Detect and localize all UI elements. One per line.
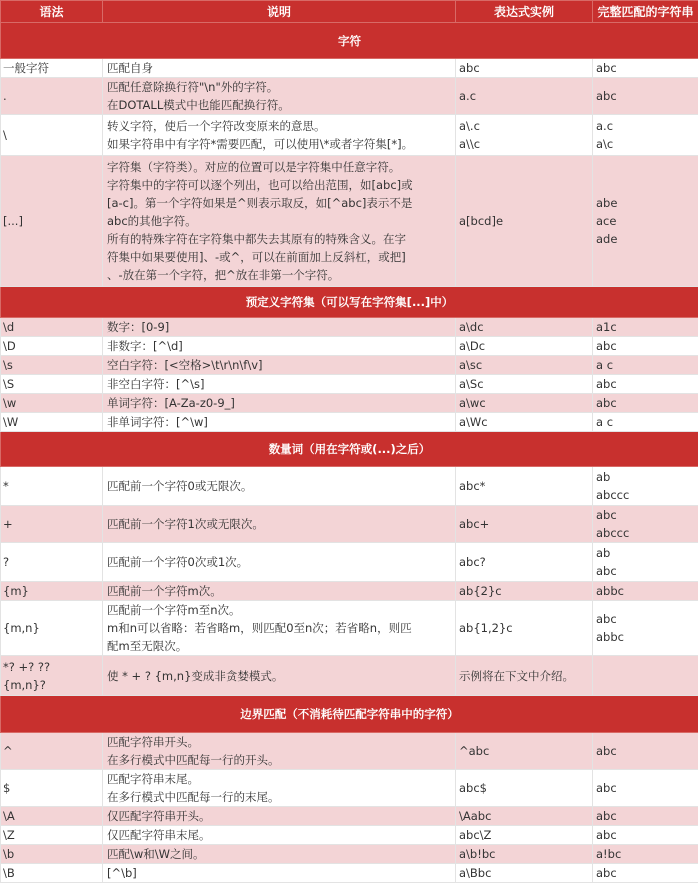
description-cell [103, 394, 456, 413]
full-match-cell [593, 78, 698, 115]
cell-line: 非数字：[^\d] [107, 337, 453, 355]
example-cell [456, 864, 593, 883]
cell-line: 匹配字符串开头。 [107, 733, 453, 751]
full-match-cell [593, 506, 698, 543]
cell-line: 匹配自身 [107, 59, 453, 77]
example-cell [456, 506, 593, 543]
description-cell [103, 78, 456, 115]
cell-line: \Aabc [459, 807, 590, 825]
example-cell [456, 601, 593, 656]
cell-line: a\.c [459, 117, 590, 135]
syntax-cell [1, 864, 103, 883]
section-header-row [1, 287, 698, 318]
cell-line: abc [596, 826, 696, 844]
syntax-cell [1, 506, 103, 543]
full-match-cell [593, 807, 698, 826]
description-cell [103, 601, 456, 656]
cell-line: a c [596, 356, 696, 374]
full-match-cell [593, 156, 698, 287]
cell-line: m和n可以省略：若省略m，则匹配0至n次；若省略n，则匹 [107, 619, 453, 637]
header-full-match: 完整匹配的字符串 [593, 1, 698, 23]
description-cell [103, 413, 456, 432]
full-match-cell [593, 375, 698, 394]
syntax-cell [1, 78, 103, 115]
header-example: 表达式实例 [456, 1, 593, 23]
cell-line: abc [596, 864, 696, 882]
syntax-cell [1, 845, 103, 864]
cell-line: {m} [3, 582, 100, 600]
cell-line: 匹配前一个字符0或无限次。 [107, 477, 453, 495]
cell-line: a c [596, 413, 696, 431]
cell-line: 单词字符：[A-Za-z0-9_] [107, 394, 453, 412]
example-cell [456, 394, 593, 413]
description-cell [103, 845, 456, 864]
cell-line: abc [596, 506, 696, 524]
table-row [1, 356, 698, 375]
cell-line: abc [596, 394, 696, 412]
cell-line: a.c [596, 117, 696, 135]
section-title: 预定义字符集（可以写在字符集[...]中） [1, 287, 698, 318]
cell-line: a\wc [459, 394, 590, 412]
cell-line: ab [596, 544, 696, 562]
description-cell [103, 506, 456, 543]
cell-line: \d [3, 318, 100, 336]
table-row [1, 845, 698, 864]
cell-line: 匹配前一个字符m次。 [107, 582, 453, 600]
table-row [1, 318, 698, 337]
full-match-cell [593, 543, 698, 582]
cell-line: abc [596, 375, 696, 393]
description-cell [103, 115, 456, 156]
table-row [1, 375, 698, 394]
cell-line: 字符集（字符类）。对应的位置可以是字符集中任意字符。 [107, 158, 453, 176]
syntax-cell [1, 770, 103, 807]
example-cell [456, 413, 593, 432]
cell-line: 字符集中的字符可以逐个列出，也可以给出范围，如[abc]或 [107, 176, 453, 194]
description-cell [103, 864, 456, 883]
table-row [1, 582, 698, 601]
cell-line: abc [596, 779, 696, 797]
cell-line: abc [596, 59, 696, 77]
cell-line: \B [3, 864, 100, 882]
cell-line: abc+ [459, 515, 590, 533]
cell-line: 匹配\w和\W之间。 [107, 845, 453, 863]
example-cell [456, 582, 593, 601]
cell-line: ab{1,2}c [459, 619, 590, 637]
example-cell [456, 356, 593, 375]
full-match-cell [593, 582, 698, 601]
syntax-cell [1, 115, 103, 156]
cell-line: 非单词字符：[^\w] [107, 413, 453, 431]
description-cell [103, 733, 456, 770]
example-cell [456, 807, 593, 826]
cell-line: 匹配前一个字符0次或1次。 [107, 553, 453, 571]
cell-line: $ [3, 779, 100, 797]
description-cell [103, 337, 456, 356]
description-cell [103, 59, 456, 78]
cell-line: {m,n} [3, 619, 100, 637]
example-cell [456, 656, 593, 696]
cell-line: \s [3, 356, 100, 374]
cell-line: a[bcd]e [459, 212, 590, 230]
full-match-cell [593, 356, 698, 375]
cell-line: 仅匹配字符串末尾。 [107, 826, 453, 844]
cell-line: 、-放在第一个字符，把^放在非第一个字符。 [107, 266, 453, 284]
cell-line: + [3, 515, 100, 533]
cell-line: \ [3, 126, 100, 144]
syntax-cell [1, 543, 103, 582]
syntax-cell [1, 582, 103, 601]
cell-line: [^\b] [107, 864, 453, 882]
syntax-cell [1, 156, 103, 287]
cell-line: abc [596, 87, 696, 105]
description-cell [103, 543, 456, 582]
cell-line: ^ [3, 742, 100, 760]
description-cell [103, 318, 456, 337]
description-cell [103, 467, 456, 506]
example-cell [456, 770, 593, 807]
cell-line: abbc [596, 582, 696, 600]
syntax-cell [1, 733, 103, 770]
syntax-cell [1, 826, 103, 845]
cell-line: \b [3, 845, 100, 863]
syntax-cell [1, 413, 103, 432]
cell-line: 所有的特殊字符在字符集中都失去其原有的特殊含义。在字 [107, 230, 453, 248]
full-match-cell [593, 656, 698, 696]
description-cell [103, 770, 456, 807]
cell-line: abc [596, 337, 696, 355]
syntax-cell [1, 356, 103, 375]
cell-line: abc? [459, 553, 590, 571]
cell-line: 匹配前一个字符m至n次。 [107, 601, 453, 619]
cell-line: 在多行模式中匹配每一行的开头。 [107, 751, 453, 769]
cell-line: 符集中如果要使用]、-或^，可以在前面加上反斜杠，或把] [107, 248, 453, 266]
full-match-cell [593, 845, 698, 864]
full-match-cell [593, 864, 698, 883]
table-row [1, 864, 698, 883]
section-title: 边界匹配（不消耗待匹配字符串中的字符） [1, 696, 698, 733]
example-cell [456, 318, 593, 337]
header-row [1, 1, 698, 23]
cell-line: a\Bbc [459, 864, 590, 882]
table-row [1, 115, 698, 156]
cell-line: [a-c]。第一个字符如果是^则表示取反，如[^abc]表示不是 [107, 194, 453, 212]
cell-line: 如果字符串中有字符*需要匹配，可以使用\*或者字符集[*]。 [107, 135, 453, 153]
table-row [1, 506, 698, 543]
cell-line: abc [596, 742, 696, 760]
cell-line: a\c [596, 135, 696, 153]
example-cell [456, 467, 593, 506]
syntax-cell [1, 394, 103, 413]
example-cell [456, 78, 593, 115]
full-match-cell [593, 59, 698, 78]
example-cell [456, 543, 593, 582]
description-cell [103, 807, 456, 826]
full-match-cell [593, 115, 698, 156]
cell-line: 非空白字符：[^\s] [107, 375, 453, 393]
table-row [1, 413, 698, 432]
full-match-cell [593, 467, 698, 506]
cell-line: abc [459, 59, 590, 77]
full-match-cell [593, 770, 698, 807]
syntax-cell [1, 601, 103, 656]
cell-line: abc\Z [459, 826, 590, 844]
syntax-cell [1, 807, 103, 826]
cell-line: a.c [459, 87, 590, 105]
table-row [1, 601, 698, 656]
example-cell [456, 156, 593, 287]
full-match-cell [593, 318, 698, 337]
table-row [1, 807, 698, 826]
cell-line: a\Dc [459, 337, 590, 355]
cell-line: ab [596, 468, 696, 486]
cell-line: \A [3, 807, 100, 825]
cell-line: ? [3, 553, 100, 571]
table-row [1, 78, 698, 115]
description-cell [103, 156, 456, 287]
cell-line: abe [596, 194, 696, 212]
cell-line: 转义字符，使后一个字符改变原来的意思。 [107, 117, 453, 135]
full-match-cell [593, 733, 698, 770]
section-header-row [1, 23, 698, 59]
cell-line: a\Wc [459, 413, 590, 431]
cell-line: ade [596, 230, 696, 248]
section-title: 字符 [1, 23, 698, 59]
table-row [1, 543, 698, 582]
cell-line: a\Sc [459, 375, 590, 393]
section-title: 数量词（用在字符或(...)之后） [1, 432, 698, 467]
description-cell [103, 582, 456, 601]
cell-line: . [3, 87, 100, 105]
cell-line: abc [596, 610, 696, 628]
description-cell [103, 656, 456, 696]
table-row [1, 394, 698, 413]
description-cell [103, 826, 456, 845]
table-row [1, 770, 698, 807]
description-cell [103, 375, 456, 394]
syntax-cell [1, 337, 103, 356]
cell-line: 在DOTALL模式中也能匹配换行符。 [107, 96, 453, 114]
cell-line: abc的其他字符。 [107, 212, 453, 230]
cell-line: \S [3, 375, 100, 393]
section-header-row [1, 432, 698, 467]
full-match-cell [593, 337, 698, 356]
cell-line: \Z [3, 826, 100, 844]
cell-line: 匹配字符串末尾。 [107, 770, 453, 788]
cell-line: abbc [596, 628, 696, 646]
table-row [1, 59, 698, 78]
table-row [1, 733, 698, 770]
cell-line: *? +? ?? [3, 658, 100, 676]
example-cell [456, 115, 593, 156]
header-syntax: 语法 [1, 1, 103, 23]
cell-line: abccc [596, 486, 696, 504]
full-match-cell [593, 394, 698, 413]
header-description: 说明 [103, 1, 456, 23]
cell-line: 使 * + ? {m,n}变成非贪婪模式。 [107, 667, 453, 685]
example-cell [456, 337, 593, 356]
cell-line: abc* [459, 477, 590, 495]
example-cell [456, 59, 593, 78]
syntax-cell [1, 375, 103, 394]
example-cell [456, 826, 593, 845]
cell-line: 一般字符 [3, 59, 100, 77]
table-row [1, 826, 698, 845]
table-body [1, 23, 698, 883]
syntax-cell [1, 467, 103, 506]
cell-line: 在多行模式中匹配每一行的末尾。 [107, 788, 453, 806]
cell-line: ^abc [459, 742, 590, 760]
cell-line: abc$ [459, 779, 590, 797]
section-header-row [1, 696, 698, 733]
cell-line: \D [3, 337, 100, 355]
table-row [1, 656, 698, 696]
cell-line: a\\c [459, 135, 590, 153]
table-row [1, 156, 698, 287]
cell-line: 示例将在下文中介绍。 [459, 667, 590, 685]
cell-line: 匹配前一个字符1次或无限次。 [107, 515, 453, 533]
cell-line: 匹配任意除换行符"\n"外的字符。 [107, 78, 453, 96]
syntax-cell [1, 656, 103, 696]
cell-line: ab{2}c [459, 582, 590, 600]
cell-line: 配m至无限次。 [107, 637, 453, 655]
table-row [1, 467, 698, 506]
full-match-cell [593, 826, 698, 845]
cell-line: abccc [596, 524, 696, 542]
table-row [1, 337, 698, 356]
example-cell [456, 733, 593, 770]
cell-line: a\dc [459, 318, 590, 336]
description-cell [103, 356, 456, 375]
cell-line: abc [596, 807, 696, 825]
cell-line: 数字：[0-9] [107, 318, 453, 336]
cell-line: \W [3, 413, 100, 431]
cell-line: a\b!bc [459, 845, 590, 863]
cell-line: 空白字符：[<空格>\t\r\n\f\v] [107, 356, 453, 374]
cell-line: [...] [3, 212, 100, 230]
full-match-cell [593, 413, 698, 432]
cell-line: \w [3, 394, 100, 412]
syntax-cell [1, 59, 103, 78]
cell-line: a!bc [596, 845, 696, 863]
cell-line: a1c [596, 318, 696, 336]
full-match-cell [593, 601, 698, 656]
example-cell [456, 375, 593, 394]
cell-line: * [3, 477, 100, 495]
cell-line: ace [596, 212, 696, 230]
cell-line: a\sc [459, 356, 590, 374]
cell-line: abc [596, 562, 696, 580]
syntax-cell [1, 318, 103, 337]
example-cell [456, 845, 593, 864]
cell-line: 仅匹配字符串开头。 [107, 807, 453, 825]
cell-line: {m,n}? [3, 676, 100, 694]
